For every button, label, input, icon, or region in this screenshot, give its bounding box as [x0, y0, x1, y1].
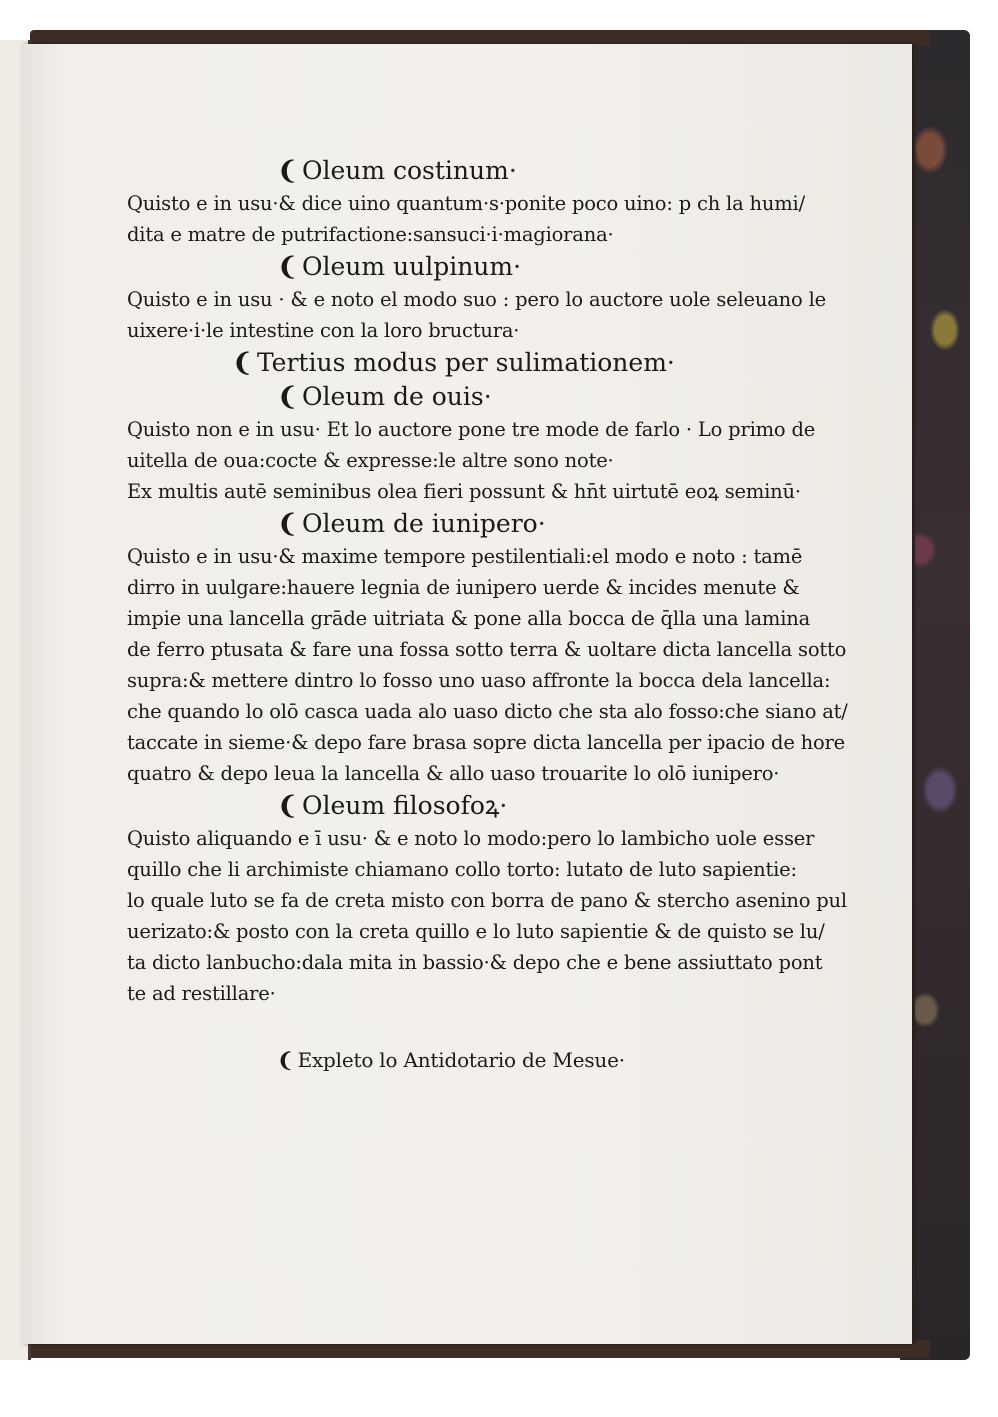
heading-text: Oleum uulpinum· [301, 252, 522, 281]
text-line: Quisto e in usu · & e noto el modo suo : pero lo auctore uole seleuano le [127, 288, 826, 311]
printed-page [22, 44, 912, 1344]
text-line: lo quale luto se fa de creta misto con borra de pano & stercho asenino pul [127, 889, 847, 912]
section-heading [127, 380, 887, 414]
pilcrow-icon: ❨ [277, 382, 298, 411]
pilcrow-icon: ❨ [232, 348, 253, 377]
text-line: impie una lancella grāde uitriata & pone alla bocca de q̄lla una lamina [127, 607, 811, 630]
text-line: uixere·i·le intestine con la loro bructura· [127, 319, 520, 342]
section-heading [127, 507, 887, 541]
pilcrow-icon: ❨ [277, 252, 298, 281]
text-line: dirro in uulgare:hauere legnia de iunipero uerde & incides menute & [127, 576, 800, 599]
pilcrow-icon: ❨ [277, 1048, 294, 1072]
text-line: Ex multis autē seminibus olea fieri possunt & hn̄t uirtutē eoꝝ seminū· [127, 480, 801, 503]
heading-text: Tertius modus per sulimationem· [256, 348, 675, 377]
text-line: Quisto aliquando e ī usu· & e noto lo modo:pero lo lambicho uole esser [127, 827, 815, 850]
section-heading [127, 789, 887, 823]
text-line: te ad restillare· [127, 982, 276, 1005]
heading-text: Oleum de iunipero· [301, 509, 546, 538]
text-line: che quando lo olō casca uada alo uaso dicto che sta alo fosso:che siano at/ [127, 700, 848, 723]
text-line: Quisto e in usu·& maxime tempore pestilentiali:el modo e noto : tamē [127, 545, 803, 568]
text-line: quatro & depo leua la lancella & allo uaso trouarite lo olō iunipero· [127, 762, 780, 785]
pilcrow-icon: ❨ [277, 791, 298, 820]
spacer [127, 1009, 887, 1045]
text-line: quillo che li archimiste chiamano collo torto: lutato de luto sapientie: [127, 858, 797, 881]
text-line: Quisto non e in usu· Et lo auctore pone tre mode de farlo · Lo primo de [127, 418, 816, 441]
colophon [127, 1045, 887, 1076]
section-heading [127, 250, 887, 284]
section-heading [127, 154, 887, 188]
text-line: dita e matre de putrifactione:sansuci·i·magiorana· [127, 223, 614, 246]
section-heading [127, 346, 887, 380]
text-line: supra:& mettere dintro lo fosso uno uaso affronte la bocca dela lancella: [127, 669, 831, 692]
heading-text: Oleum costinum· [301, 156, 517, 185]
pilcrow-icon: ❨ [277, 156, 298, 185]
text-line: Quisto e in usu·& dice uino quantum·s·ponite poco uino: p ch la humi/ [127, 192, 805, 215]
text-line: uitella de oua:cocte & expresse:le altre sono note· [127, 449, 614, 472]
heading-text: Oleum filosofoꝝ· [301, 791, 508, 820]
page-text [127, 154, 887, 1076]
pilcrow-icon: ❨ [277, 509, 298, 538]
text-line: de ferro ptusata & fare una fossa sotto terra & uoltare dicta lancella sotto [127, 638, 847, 661]
text-line: taccate in sieme·& depo fare brasa sopre dicta lancella per ipacio de hore [127, 731, 846, 754]
heading-text: Oleum de ouis· [301, 382, 492, 411]
text-line: uerizato:& posto con la creta quillo e lo luto sapientie & de quisto se lu/ [127, 920, 825, 943]
text-line: ta dicto lanbucho:dala mita in bassio·& depo che e bene assiuttato pont [127, 951, 823, 974]
colophon-text: Expleto lo Antidotario de Mesue· [297, 1048, 625, 1072]
